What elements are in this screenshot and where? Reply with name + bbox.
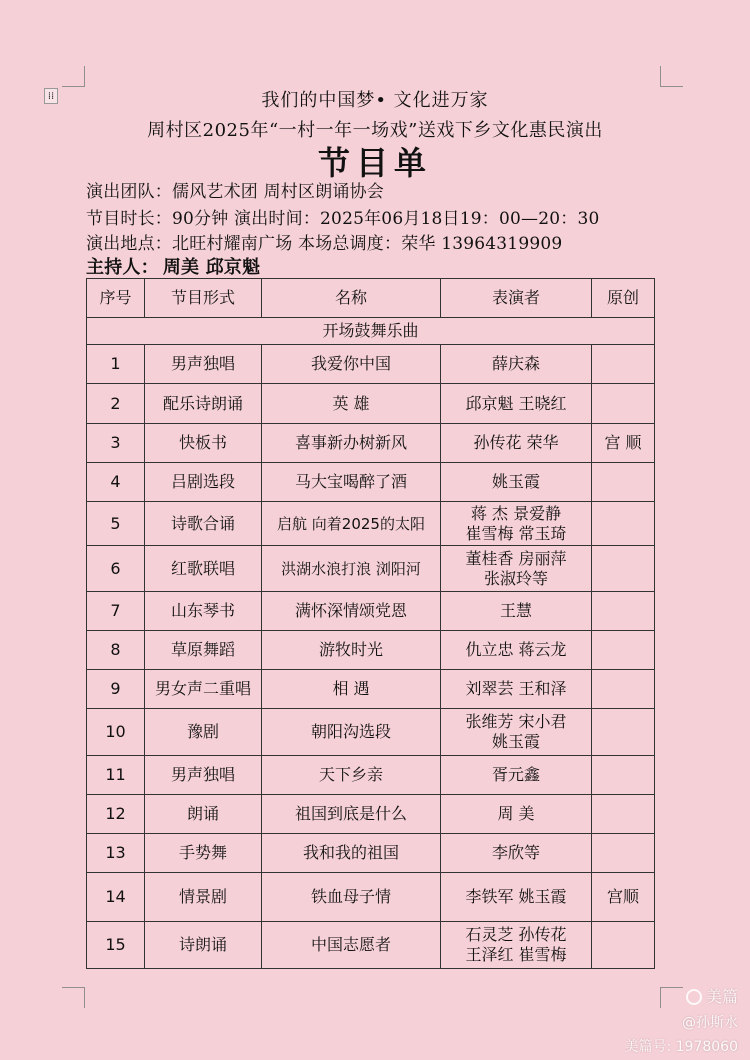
watermark-id: 美篇号: 1978060 [624, 1039, 738, 1055]
program-no: 14 [87, 873, 145, 922]
program-original [592, 834, 655, 873]
header-name: 名称 [262, 279, 441, 318]
program-form: 情景剧 [145, 873, 262, 922]
program-row [87, 795, 655, 834]
program-name: 启航 向着2025的太阳 [262, 502, 441, 546]
program-no: 5 [87, 502, 145, 546]
program-form: 配乐诗朗诵 [145, 384, 262, 424]
program-performers [441, 502, 592, 546]
performer-line: 周 美 [497, 804, 535, 823]
program-form: 男女声二重唱 [145, 670, 262, 709]
program-name: 马大宝喝醉了酒 [262, 463, 441, 502]
program-performers [441, 756, 592, 795]
program-original: 宫顺 [592, 873, 655, 922]
program-original [592, 502, 655, 546]
program-row [87, 502, 655, 546]
program-name: 喜事新办树新风 [262, 424, 441, 463]
program-name: 英 雄 [262, 384, 441, 424]
program-row [87, 592, 655, 631]
program-row [87, 709, 655, 756]
program-performers [441, 424, 592, 463]
program-row [87, 345, 655, 384]
performer-line: 刘翠芸 王和泽 [465, 679, 567, 698]
duration-time-info: 节目时长：90分钟 演出时间：2025年06月18日19：00—20：30 [86, 209, 600, 229]
program-original [592, 345, 655, 384]
crop-mark-bottom-left [62, 987, 85, 1008]
program-form: 豫剧 [145, 709, 262, 756]
meipian-logo-icon [686, 989, 702, 1005]
program-performers [441, 709, 592, 756]
header-performers: 表演者 [441, 279, 592, 318]
program-original [592, 670, 655, 709]
program-performers [441, 834, 592, 873]
program-row [87, 922, 655, 969]
performer-line: 胥元鑫 [491, 765, 540, 784]
program-no: 2 [87, 384, 145, 424]
host-names: 周美 邱京魁 [162, 257, 261, 278]
program-no: 9 [87, 670, 145, 709]
performer-line: 孙传花 荣华 [473, 433, 559, 452]
program-form: 快板书 [145, 424, 262, 463]
troupe-info: 演出团队：儒风艺术团 周村区朗诵协会 [86, 182, 385, 202]
opening-row [87, 318, 655, 345]
program-performers [441, 345, 592, 384]
program-no: 7 [87, 592, 145, 631]
performer-line: 王泽红 崔雪梅 [465, 945, 567, 964]
table-header-row [87, 279, 655, 318]
program-row [87, 546, 655, 592]
program-name: 铁血母子情 [262, 873, 441, 922]
table-move-handle-icon[interactable]: ⁞⁞ [44, 88, 58, 104]
performer-line: 薛庆森 [491, 354, 540, 373]
crop-mark-top-left [62, 66, 85, 87]
opening-cell: 开场鼓舞乐曲 [87, 318, 655, 345]
host-label: 主持人： [86, 257, 159, 278]
program-form: 男声独唱 [145, 345, 262, 384]
program-name: 洪湖水浪打浪 浏阳河 [262, 546, 441, 592]
venue-director-info: 演出地点：北旺村耀南广场 本场总调度：荣华 13964319909 [86, 234, 563, 254]
program-form: 草原舞蹈 [145, 631, 262, 670]
program-row [87, 384, 655, 424]
program-original [592, 592, 655, 631]
program-row [87, 424, 655, 463]
program-original [592, 795, 655, 834]
program-form: 诗歌合诵 [145, 502, 262, 546]
program-original [592, 384, 655, 424]
watermark-logo-text: 美篇 [705, 987, 738, 1006]
program-name: 祖国到底是什么 [262, 795, 441, 834]
crop-mark-bottom-right [660, 987, 683, 1008]
program-name: 满怀深情颂党恩 [262, 592, 441, 631]
event-title: 周村区2025年“一村一年一场戏”送戏下乡文化惠民演出 [147, 120, 603, 141]
program-name: 我和我的祖国 [262, 834, 441, 873]
page-title: 节目单 [317, 144, 432, 182]
program-form: 红歌联唱 [145, 546, 262, 592]
program-form: 手势舞 [145, 834, 262, 873]
header-form: 节目形式 [145, 279, 262, 318]
performer-line: 姚玉霞 [491, 472, 540, 491]
program-row [87, 873, 655, 922]
program-performers [441, 873, 592, 922]
program-original [592, 756, 655, 795]
performer-line: 石灵芝 孙传花 [465, 925, 567, 944]
program-no: 4 [87, 463, 145, 502]
program-name: 天下乡亲 [262, 756, 441, 795]
program-no: 8 [87, 631, 145, 670]
performer-line: 董桂香 房丽萍 [465, 548, 567, 568]
program-no: 11 [87, 756, 145, 795]
program-form: 吕剧选段 [145, 463, 262, 502]
program-name: 朝阳沟选段 [262, 709, 441, 756]
program-no: 12 [87, 795, 145, 834]
program-performers [441, 670, 592, 709]
performer-line: 张维芳 宋小君 [465, 712, 567, 731]
performer-line: 崔雪梅 常玉琦 [465, 523, 567, 543]
header-original: 原创 [592, 279, 655, 318]
performer-line: 邱京魁 王晓红 [465, 393, 567, 413]
program-table [86, 278, 655, 969]
slogan: 我们的中国梦• 文化进万家 [261, 90, 489, 111]
program-original [592, 463, 655, 502]
crop-mark-top-right [660, 66, 683, 87]
performer-line: 蒋 杰 景爱静 [470, 503, 562, 523]
program-performers [441, 631, 592, 670]
header-no: 序号 [87, 279, 145, 318]
performer-line: 张淑玲等 [483, 568, 548, 588]
program-original [592, 709, 655, 756]
program-performers [441, 384, 592, 424]
performer-line: 仇立忠 蒋云龙 [465, 640, 567, 659]
program-performers [441, 463, 592, 502]
program-name: 中国志愿者 [262, 922, 441, 969]
program-no: 3 [87, 424, 145, 463]
program-performers [441, 795, 592, 834]
program-no: 1 [87, 345, 145, 384]
program-row [87, 756, 655, 795]
host-info [86, 253, 260, 279]
performer-line: 李铁军 姚玉霞 [465, 887, 567, 906]
program-performers [441, 546, 592, 592]
program-name: 我爱你中国 [262, 345, 441, 384]
program-form: 朗诵 [145, 795, 262, 834]
program-no: 13 [87, 834, 145, 873]
watermark-author: @孙斯水 [682, 1015, 738, 1031]
program-original [592, 631, 655, 670]
program-original [592, 922, 655, 969]
watermark-logo [686, 984, 738, 1007]
performer-line: 王慧 [499, 601, 532, 620]
program-name: 游牧时光 [262, 631, 441, 670]
program-row [87, 463, 655, 502]
program-row [87, 834, 655, 873]
performer-line: 姚玉霞 [491, 732, 540, 751]
program-no: 15 [87, 922, 145, 969]
program-performers [441, 922, 592, 969]
program-form: 山东琴书 [145, 592, 262, 631]
program-no: 10 [87, 709, 145, 756]
program-row [87, 631, 655, 670]
program-row [87, 670, 655, 709]
program-name: 相 遇 [262, 670, 441, 709]
program-original: 宫 顺 [592, 424, 655, 463]
program-original [592, 546, 655, 592]
program-form: 男声独唱 [145, 756, 262, 795]
program-performers [441, 592, 592, 631]
program-no: 6 [87, 546, 145, 592]
performer-line: 李欣等 [491, 843, 540, 862]
program-form: 诗朗诵 [145, 922, 262, 969]
